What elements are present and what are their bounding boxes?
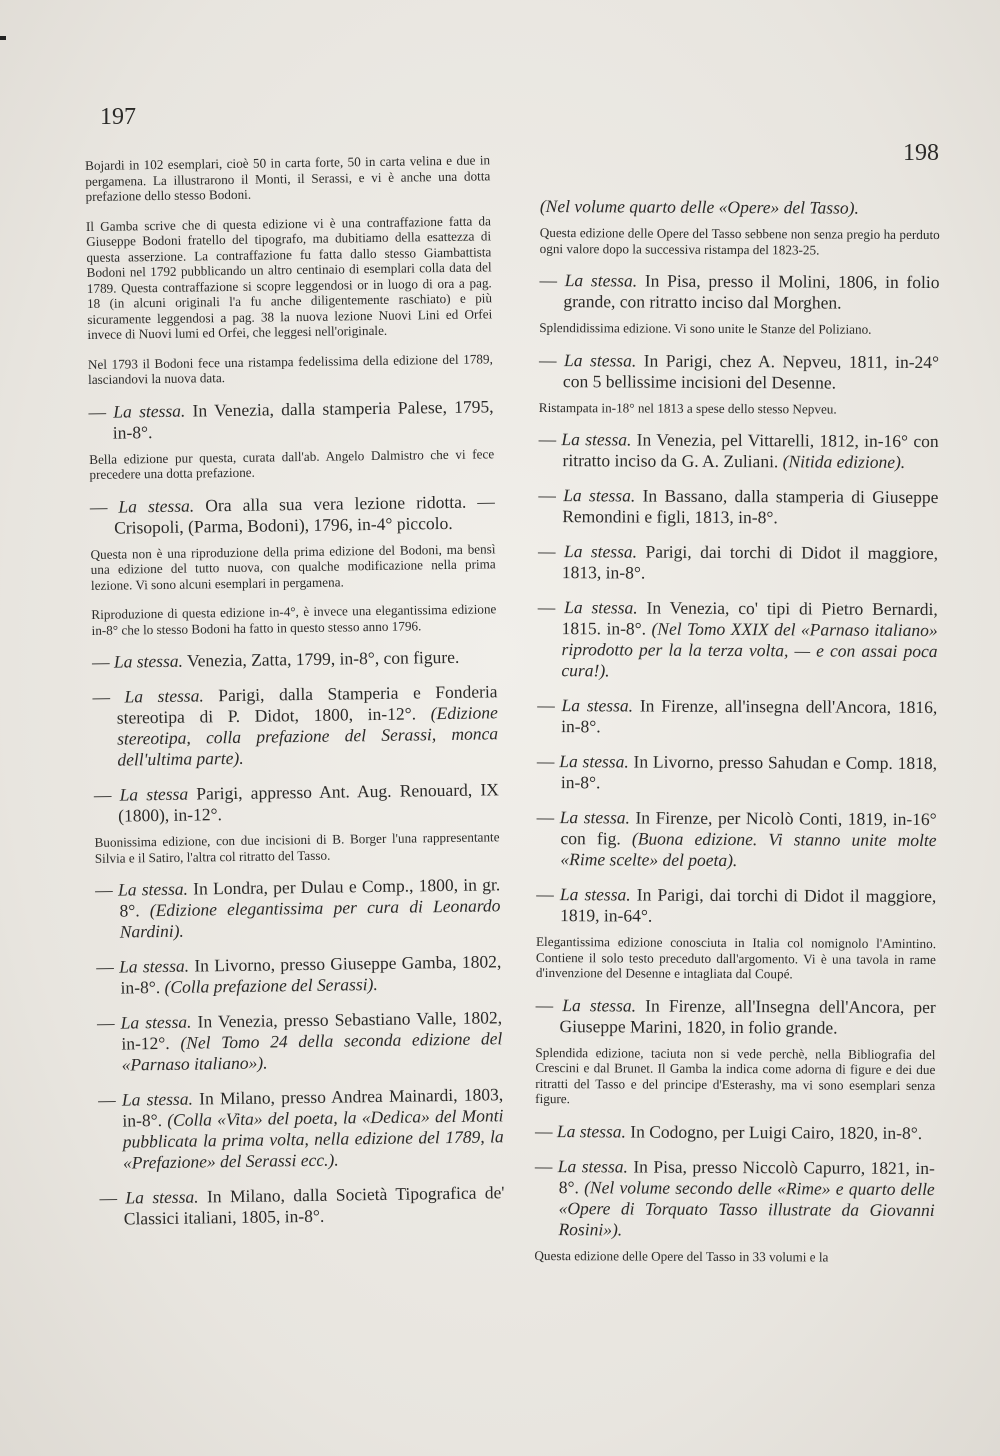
entry-dash: — bbox=[536, 883, 560, 905]
entry-imprint: In Parigi, dai torchi di Didot il maggiore, 1819, in-64°. bbox=[560, 884, 937, 926]
bibliographic-note: Questa edizione delle Opere del Tasso in 33 volumi e la bbox=[534, 1247, 829, 1265]
edition-entry bbox=[90, 491, 496, 539]
entry-dash: — bbox=[538, 428, 562, 450]
bibliographic-note: Questa edizione delle Opere del Tasso sebbene non senza pregio ha perduto ogni valore dopo la successiva ristampa del 1823-25. bbox=[539, 224, 940, 257]
entry-title: La stessa. bbox=[118, 955, 190, 977]
entry-imprint: In Livorno, presso Sahudan e Comp. 1818, in-8°. bbox=[560, 751, 938, 793]
entry-dash: — bbox=[534, 1120, 557, 1141]
edition-entry bbox=[536, 807, 936, 872]
entry-title: La stessa. bbox=[559, 751, 629, 772]
entry-dash: — bbox=[92, 686, 125, 707]
edition-entry-continuation: (Nel volume quarto delle «Opere» del Tasso). bbox=[539, 195, 859, 218]
entry-imprint: In Milano, presso Andrea Mainardi, 1803, in-8°. bbox=[122, 1084, 504, 1131]
margin-mark bbox=[0, 36, 6, 40]
entry-dash: — bbox=[93, 784, 120, 805]
entry-dash: — bbox=[91, 651, 115, 672]
entry-imprint: In Firenze, all'insegna dell'Ancora, 1816, in-8°. bbox=[561, 695, 938, 737]
entry-title: La stessa. bbox=[563, 485, 636, 506]
entry-imprint: In Bassano, dalla stamperia di Giuseppe Remondini e figli, 1813, in-8°. bbox=[562, 485, 939, 528]
edition-entry bbox=[535, 1120, 935, 1143]
edition-entry bbox=[537, 597, 937, 683]
entry-title: La stessa. bbox=[557, 1155, 628, 1176]
entry-remark: (Colla prefazione del Serassi). bbox=[164, 973, 378, 997]
edition-entry bbox=[97, 1007, 503, 1076]
entry-title: La stessa. bbox=[125, 1186, 199, 1208]
bibliographic-note: Ristampata in-18° nel 1813 a spese dello stesso Nepveu. bbox=[538, 399, 837, 417]
entry-imprint: Parigi, appresso Ant. Aug. Renouard, IX (1800), in-12°. bbox=[118, 779, 500, 826]
entry-imprint: In Venezia, presso Sebastiano Valle, 1802, in-12°. bbox=[121, 1007, 503, 1054]
entry-imprint: In Venezia, co' tipi di Pietro Bernardi, 1815. in-8°. bbox=[561, 597, 938, 639]
bibliographic-note: Splendidissima edizione. Vi sono unite le Stanze del Poliziano. bbox=[539, 319, 872, 337]
bibliographic-note: Elegantissima edizione conosciuta in Italia col nomignolo l'Amintino. Contiene il solo testo preceduto dall'argomento. Vi è una tavola in rame d'invenzione del Desenne e intagliata dal Coupé. bbox=[535, 933, 937, 982]
entry-imprint: Venezia, Zatta, 1799, in-8°, con figure. bbox=[186, 646, 460, 671]
entry-title: La stessa. bbox=[113, 400, 186, 422]
entry-remark: (Colla «Vita» del poeta, la «Dedica» del Monti pubblicata la prima volta, nella edizione del 1789, la «Prefazione» del Serassi ecc.). bbox=[122, 1105, 504, 1173]
entry-imprint: In Livorno, presso Giuseppe Gamba, 1802, in-8°. bbox=[120, 951, 502, 998]
entry-dash: — bbox=[98, 1089, 123, 1110]
entry-imprint: In Codogno, per Luigi Cairo, 1820, in-8°. bbox=[630, 1120, 923, 1143]
entry-title: La stessa bbox=[119, 783, 189, 805]
entry-imprint: In Parigi, chez A. Nepveu, 1811, in-24° con 5 bellissime incisioni del Desenne. bbox=[562, 350, 940, 393]
entry-title: La stessa. bbox=[556, 1120, 627, 1141]
entry-imprint: In Venezia, dalla stamperia Palese, 1795, in-8°. bbox=[112, 395, 494, 443]
edition-entry bbox=[98, 1084, 504, 1174]
entry-imprint: In Firenze, all'Insegna dell'Ancora, per Giuseppe Marini, 1820, in folio grande. bbox=[559, 995, 936, 1038]
edition-entry bbox=[99, 1182, 505, 1230]
edition-entry bbox=[92, 681, 498, 771]
entry-dash: — bbox=[536, 750, 560, 772]
entry-dash: — bbox=[88, 401, 114, 422]
entry-dash: — bbox=[96, 1012, 121, 1033]
entry-imprint: Ora alla sua vera lezione ridotta. — Crisopoli, (Parma, Bodoni), 1796, in-4° piccolo. bbox=[114, 490, 495, 538]
entry-remark: (Nel Tomo XXIX del «Parnaso italiano» riprodotto per la la terza volta, — e con assai poca cura!). bbox=[561, 618, 938, 681]
entry-title: La stessa. bbox=[559, 884, 631, 905]
entry-title: La stessa. bbox=[564, 270, 638, 291]
entry-title: La stessa. bbox=[563, 541, 638, 562]
edition-entry bbox=[534, 1155, 934, 1241]
bibliographic-note: Buonissima edizione, con due incisioni di B. Borger l'una rappresentante Silvia e il Satiro, l'altra col ritratto del Tasso. bbox=[94, 829, 500, 866]
entry-remark: (Buona edizione. Vi stanno unite molte «Rime scelte» del poeta). bbox=[560, 828, 937, 871]
entry-dash: — bbox=[534, 1155, 558, 1176]
entry-title: La stessa. bbox=[564, 349, 637, 371]
edition-entry bbox=[94, 779, 500, 827]
entry-imprint: Parigi, dai torchi di Didot il maggiore, 1813, in-8°. bbox=[561, 541, 939, 583]
edition-entry bbox=[96, 951, 502, 999]
entry-dash: — bbox=[95, 879, 119, 900]
entry-dash: — bbox=[538, 484, 564, 506]
edition-entry bbox=[92, 646, 497, 673]
entry-imprint: In Venezia, pel Vittarelli, 1812, in-16° con ritratto inciso da G. A. Zuliani. bbox=[562, 429, 939, 472]
entry-remark: (Edizione elegantissima per cura di Leonardo Nardini). bbox=[119, 895, 501, 942]
edition-entry bbox=[536, 884, 936, 928]
entry-dash: — bbox=[535, 994, 563, 1015]
entry-dash: — bbox=[537, 596, 565, 618]
entry-dash: — bbox=[538, 540, 565, 562]
entry-remark: (Nel volume secondo delle «Rime» e quarto delle «Opere di Torquato Tasso illustrate da Giovanni Rosini»). bbox=[558, 1176, 935, 1239]
bibliographic-note: Il Gamba scrive che di questa edizione vi è una contraffazione fatta da Giuseppe Bodoni fratello del tipografo, ma dubitiamo della esattezza di questa asserzione. La contraffazione fu fatta dallo stesso Giambattista Bodoni nel 1792 pubblicando un altro centinaio di esemplari colla data del 1789. Questa contraffazione si scopre leggendosi or in luogo di ora a pag. 18 (in alcuni originali l'a fu anche diligentemente raschiato) e più sicuramente leggendosi a pag. 38 la nuova lezione Nuovi Lini ed Orfei invece di Nuovi lumi ed Orfei, che leggesi nell'originale. bbox=[85, 212, 493, 342]
entry-dash: — bbox=[539, 349, 565, 370]
entry-title: La stessa. bbox=[117, 878, 189, 900]
edition-entry bbox=[536, 994, 936, 1038]
edition-entry bbox=[539, 270, 939, 314]
entry-dash: — bbox=[96, 956, 120, 977]
bibliographic-note: Questa non è una riproduzione della prima edizione del Bodoni, ma bensì una edizione del tutto nuova, con qualche modificazione nella prima lezione. Vi sono alcuni esemplari in pergamena. bbox=[90, 540, 496, 593]
entry-title: La stessa. bbox=[561, 695, 634, 716]
entry-title: La stessa. bbox=[562, 994, 637, 1016]
entry-remark: (Edizione stereotipa, colla prefazione del Serassi, monca dell'ultima parte). bbox=[116, 702, 499, 770]
entry-title: La stessa. bbox=[113, 650, 184, 672]
entry-remark: (Nel Tomo 24 della seconda edizione del «Parnaso italiano»). bbox=[121, 1028, 503, 1075]
entry-remark: (Nitida edizione). bbox=[782, 451, 906, 472]
entry-dash: — bbox=[539, 269, 565, 291]
edition-entry bbox=[537, 695, 937, 739]
bibliographic-note: Splendida edizione, taciuta non si vede perchè, nella Bibliografia del Crescini e dal Brunet. Il Gamba la indica come adorna di figure e dei due ritratti del Tasso e del principe d'Esterashy, ma vi sono esemplari senza figure. bbox=[535, 1044, 936, 1107]
edition-entry bbox=[95, 874, 501, 943]
entry-title: La stessa. bbox=[118, 495, 195, 517]
edition-entry bbox=[538, 429, 938, 473]
entry-dash: — bbox=[536, 806, 560, 828]
edition-entry bbox=[538, 485, 938, 529]
entry-imprint: In Pisa, presso Niccolò Capurro, 1821, in-8°. bbox=[558, 1156, 935, 1197]
entry-title: La stessa. bbox=[559, 807, 630, 828]
bibliographic-note: Bella edizione pur questa, curata dall'ab. Angelo Dalmistro che vi fece precedere una dotta prefazione. bbox=[89, 445, 495, 482]
edition-entry bbox=[538, 541, 938, 585]
right-column bbox=[534, 182, 940, 1279]
entry-title: La stessa. bbox=[120, 1011, 192, 1033]
entry-title: La stessa. bbox=[564, 597, 638, 618]
edition-entry bbox=[537, 751, 937, 795]
page-number-left: 197 bbox=[100, 104, 136, 130]
entry-imprint: Parigi, dalla Stamperia e Fonderia stereotipa di P. Didot, 1800, in-12°. bbox=[116, 681, 498, 728]
bibliographic-note: Bojardi in 102 esemplari, cioè 50 in carta forte, 50 in carta velina e due in pergamena. La illustrarono il Monti, il Serassi, e vi è anche una dotta prefazione dello stesso Bodoni. bbox=[85, 152, 491, 204]
edition-entry bbox=[88, 396, 494, 444]
entry-dash: — bbox=[99, 1187, 126, 1208]
bibliographic-note: Riproduzione di questa edizione in-4°, è invece una elegantissima edizione in-8° che lo stesso Bodoni ha fatto in questo stesso anno 1796. bbox=[91, 601, 497, 638]
left-column bbox=[85, 152, 505, 1238]
entry-dash: — bbox=[89, 496, 119, 517]
page-number-right: 198 bbox=[903, 140, 939, 166]
edition-entry bbox=[539, 349, 939, 393]
entry-imprint: In Milano, dalla Società Tipografica de' Classici italiani, 1805, in-8°. bbox=[123, 1182, 505, 1229]
entry-imprint: In Londra, per Dulau e Comp., 1800, in gr. 8°. bbox=[119, 874, 501, 921]
entry-title: La stessa. bbox=[561, 429, 632, 450]
bibliographic-note: Nel 1793 il Bodoni fece una ristampa fedelissima della edizione del 1789, lasciandovi la nuova data. bbox=[87, 350, 493, 387]
entry-dash: — bbox=[537, 694, 562, 716]
entry-title: La stessa. bbox=[121, 1088, 194, 1110]
entry-title: La stessa. bbox=[124, 685, 204, 707]
entry-imprint: In Pisa, presso il Molini, 1806, in folio grande, con ritratto inciso dal Morghen. bbox=[563, 270, 940, 313]
entry-imprint: In Firenze, per Nicolò Conti, 1819, in-16° con fig. bbox=[560, 807, 937, 849]
